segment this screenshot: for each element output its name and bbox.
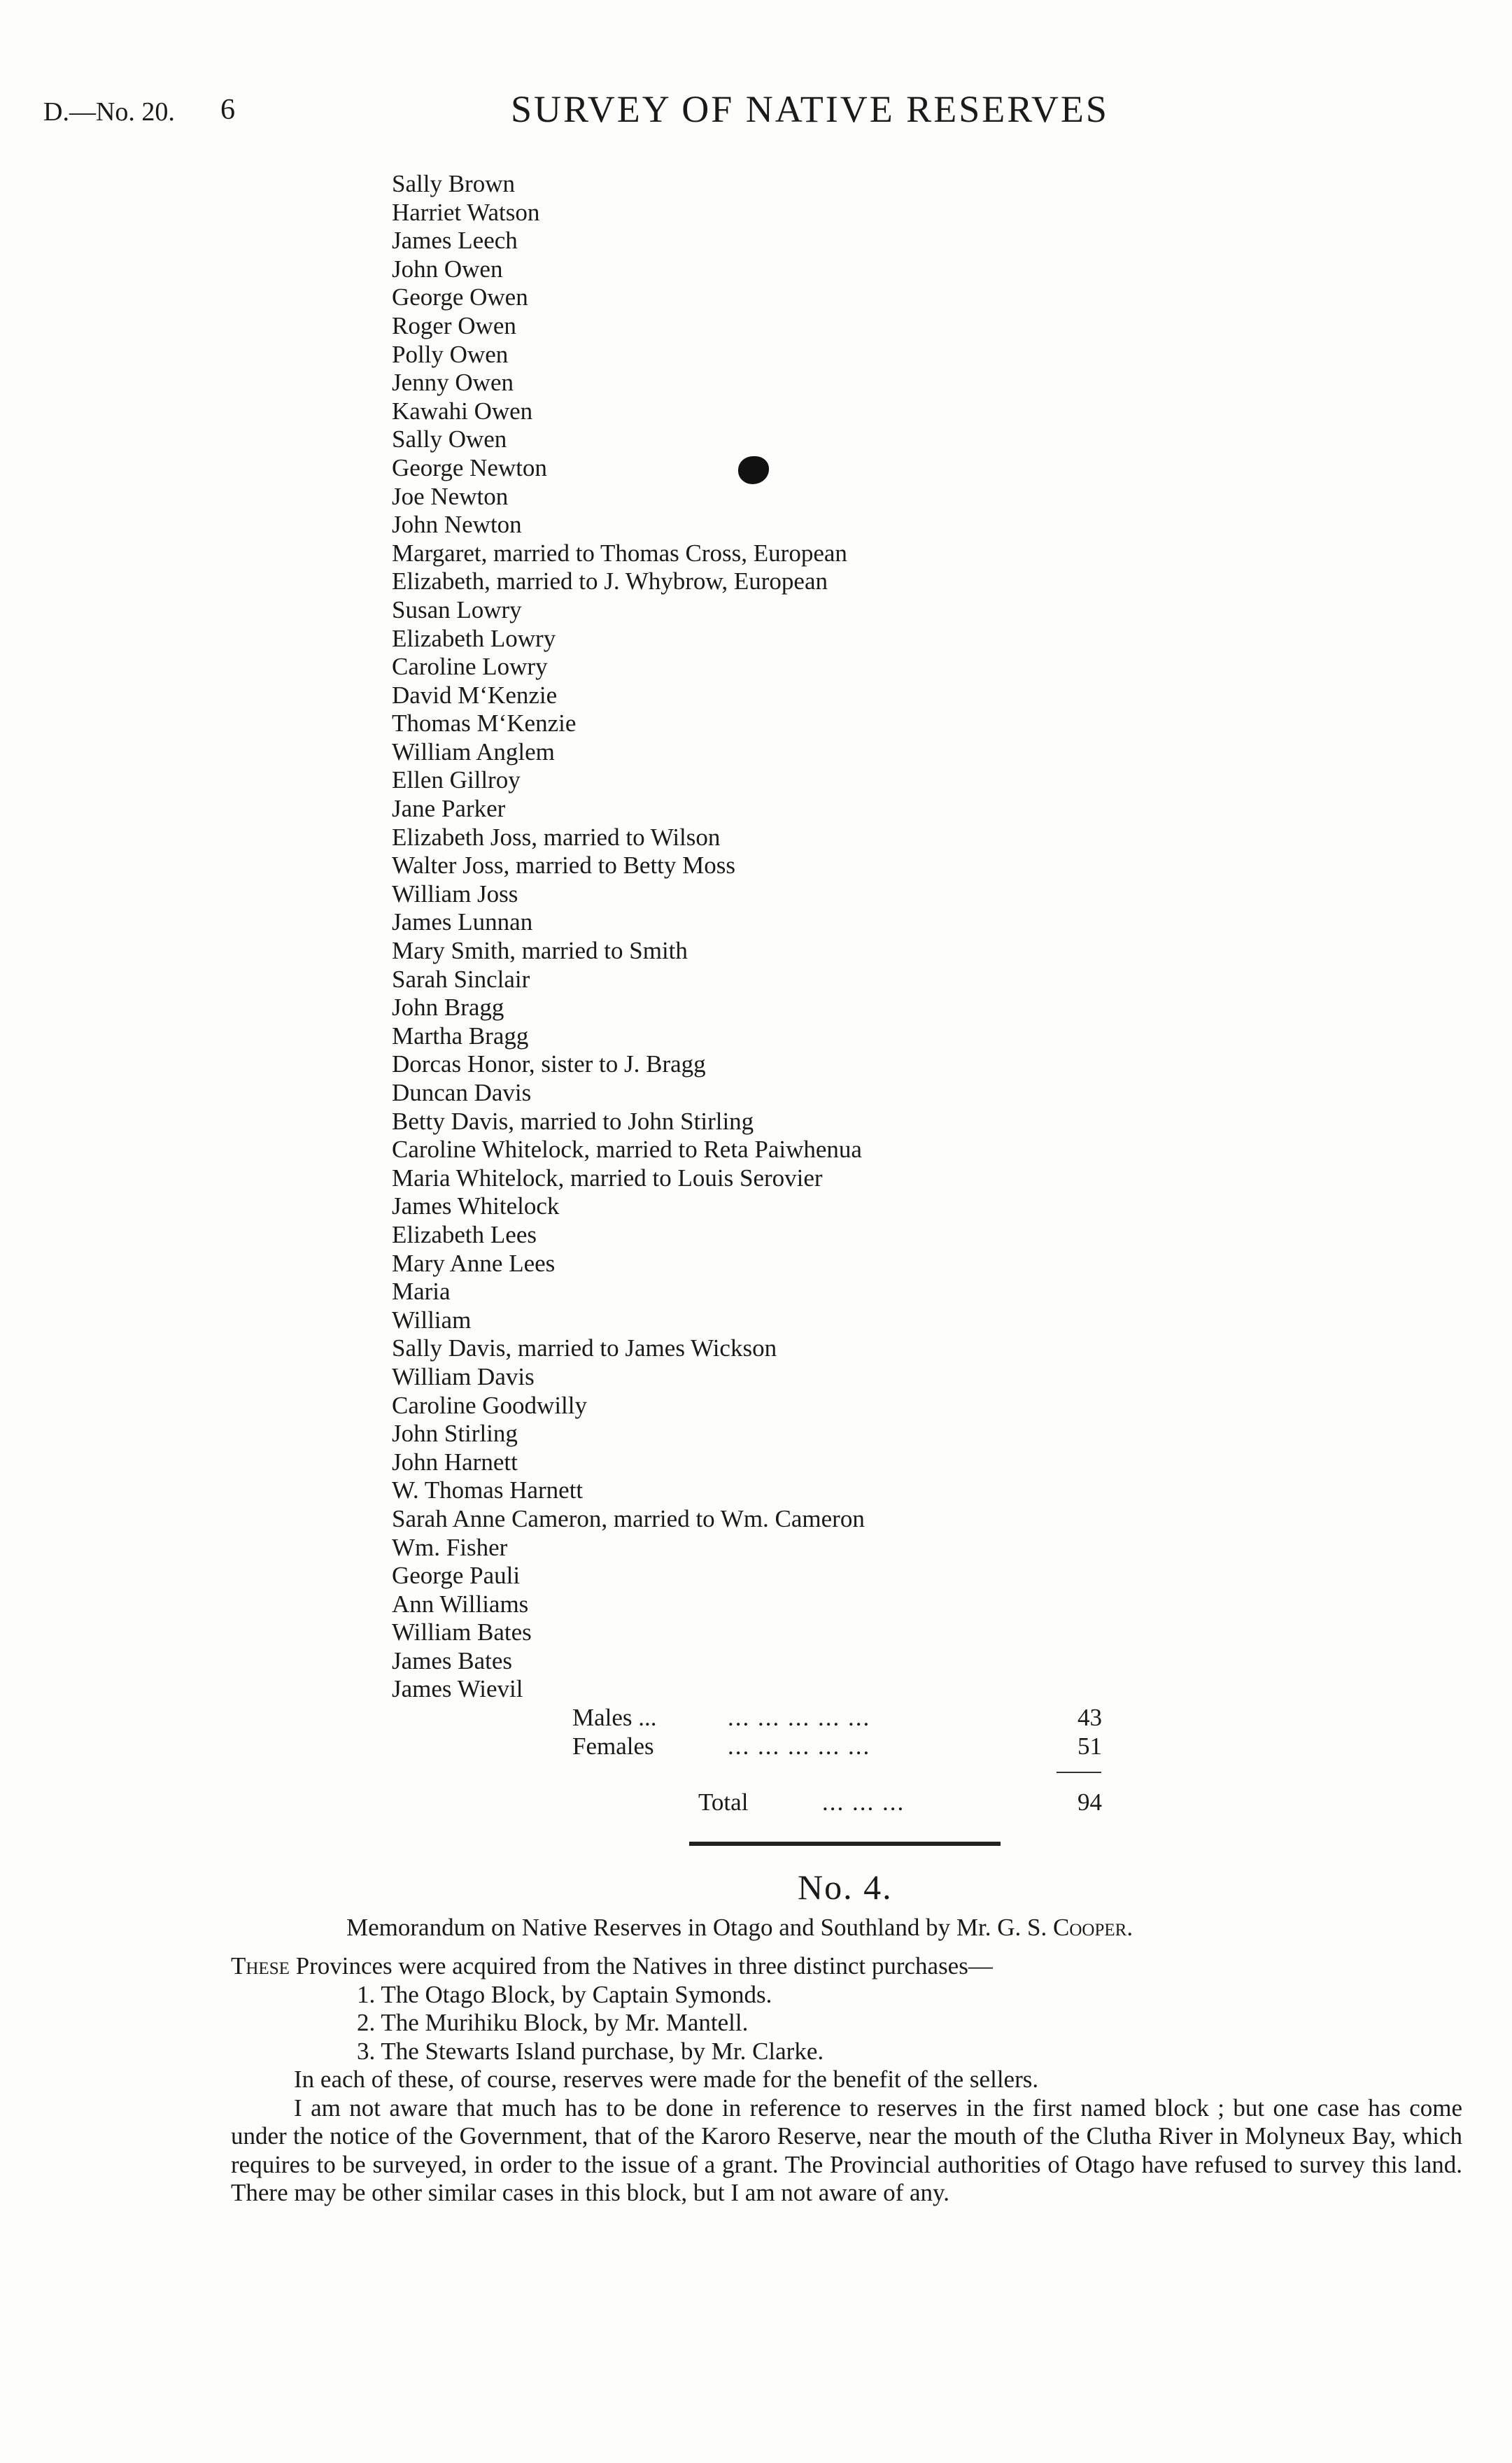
name-entry: Dorcas Honor, sister to J. Bragg [392,1050,706,1078]
name-entry: Caroline Lowry [392,653,548,681]
name-entry: William Bates [392,1618,532,1646]
name-entry: Ann Williams [392,1590,529,1618]
name-entry: George Pauli [392,1562,521,1590]
name-entry: Polly Owen [392,340,509,368]
females-label: Females [572,1732,654,1760]
name-entry: Thomas M‘Kenzie [392,710,577,738]
name-entry: Elizabeth Lowry [392,624,556,652]
name-entry: James Leech [392,227,518,255]
purchase-item: 2. The Murihiku Block, by Mr. Mantell. [357,2009,749,2036]
section-divider [689,1842,1001,1846]
sum-rule [1057,1772,1101,1773]
name-entry: Jane Parker [392,795,506,823]
names-list [392,170,865,1704]
name-entry: W. Thomas Harnett [392,1476,584,1504]
name-entry: Duncan Davis [392,1079,532,1106]
name-entry: Roger Owen [392,311,516,339]
name-entry: Elizabeth Lees [392,1220,537,1248]
name-entry: James Wievil [392,1675,523,1703]
name-entry: Sally Brown [392,170,515,197]
name-entry: William Joss [392,880,518,908]
females-count: 51 [1078,1732,1102,1760]
section-heading: No. 4. [798,1868,893,1907]
name-entry: Jenny Owen [392,369,514,397]
page-number: 6 [220,94,235,126]
name-entry: Joe Newton [392,482,509,510]
females-dots: ... ... ... ... ... [728,1732,871,1760]
paragraph: I am not aware that much has to be done in reference to reserves in the first named block ; but one case has come under the notice of the Government, that of the Karoro Reserve, near the mouth of the Clutha River in Molyneux Bay, which requires to be surveyed, in order to the issue of a grant. The Provincial authorities of Otago have refused to survey this land. There may be other similar cases in this block, but I am not aware of any. [231,2094,1462,2206]
name-entry: Sarah Anne Cameron, married to Wm. Cameron [392,1504,865,1532]
total-count: 94 [1078,1788,1102,1816]
name-entry: Martha Bragg [392,1022,529,1050]
name-entry: Sarah Sinclair [392,965,530,993]
name-entry: James Whitelock [392,1192,560,1220]
name-entry: David M‘Kenzie [392,681,558,709]
name-entry: Kawahi Owen [392,397,533,425]
males-count: 43 [1078,1704,1102,1731]
males-dots: ... ... ... ... ... [728,1704,871,1731]
name-entry: George Owen [392,283,528,311]
name-entry: Mary Anne Lees [392,1249,556,1277]
name-entry: Elizabeth Joss, married to Wilson [392,823,721,851]
name-entry: John Harnett [392,1448,518,1476]
name-entry: Elizabeth, married to J. Whybrow, European [392,567,828,595]
name-entry: John Stirling [392,1420,518,1448]
name-entry: John Newton [392,511,522,539]
name-entry: Sally Owen [392,425,507,453]
name-entry: Maria [392,1278,451,1306]
page-title: SURVEY OF NATIVE RESERVES [511,88,1109,130]
males-label: Males ... [572,1704,657,1731]
paragraph: In each of these, of course, reserves were made for the benefit of the sellers. [294,2066,1039,2093]
memo-author: Cooper. [1053,1914,1133,1941]
name-entry: Harriet Watson [392,198,540,226]
purchase-item: 1. The Otago Block, by Captain Symonds. [357,1980,772,2008]
name-entry: George Newton [392,453,547,481]
name-entry: Betty Davis, married to John Stirling [392,1107,754,1135]
name-entry: Sally Davis, married to James Wickson [392,1334,777,1362]
purchase-item: 3. The Stewarts Island purchase, by Mr. Clarke. [357,2037,824,2065]
name-entry: William Davis [392,1362,535,1390]
memorandum-title [346,1914,1133,1942]
total-dots: ... ... ... [822,1788,905,1816]
name-entry: Mary Smith, married to Smith [392,937,688,965]
name-entry: Ellen Gillroy [392,766,521,794]
intro-text: Provinces were acquired from the Natives in three distinct purchases— [289,1952,993,1979]
name-entry: Maria Whitelock, married to Louis Serovier [392,1164,823,1192]
name-entry: Susan Lowry [392,595,522,623]
memorandum-body [231,1952,1462,2208]
name-entry: Caroline Goodwilly [392,1391,587,1419]
document-reference: D.—No. 20. [43,97,175,127]
name-entry: William [392,1306,472,1334]
name-entry: James Bates [392,1646,513,1674]
lead-word: These [231,1952,290,1979]
name-entry: Caroline Whitelock, married to Reta Paiwhenua [392,1136,862,1164]
name-entry: John Owen [392,255,503,283]
name-entry: Margaret, married to Thomas Cross, European [392,539,847,567]
name-entry: Walter Joss, married to Betty Moss [392,852,736,880]
name-entry: William Anglem [392,738,555,765]
intro-paragraph [231,1952,1462,1981]
name-entry: John Bragg [392,994,504,1022]
name-entry: James Lunnan [392,908,533,936]
memo-prefix: Memorandum on Native Reserves in Otago and Southland by Mr. G. S. [346,1914,1054,1941]
name-entry: Wm. Fisher [392,1533,508,1561]
total-label: Total [698,1788,749,1816]
